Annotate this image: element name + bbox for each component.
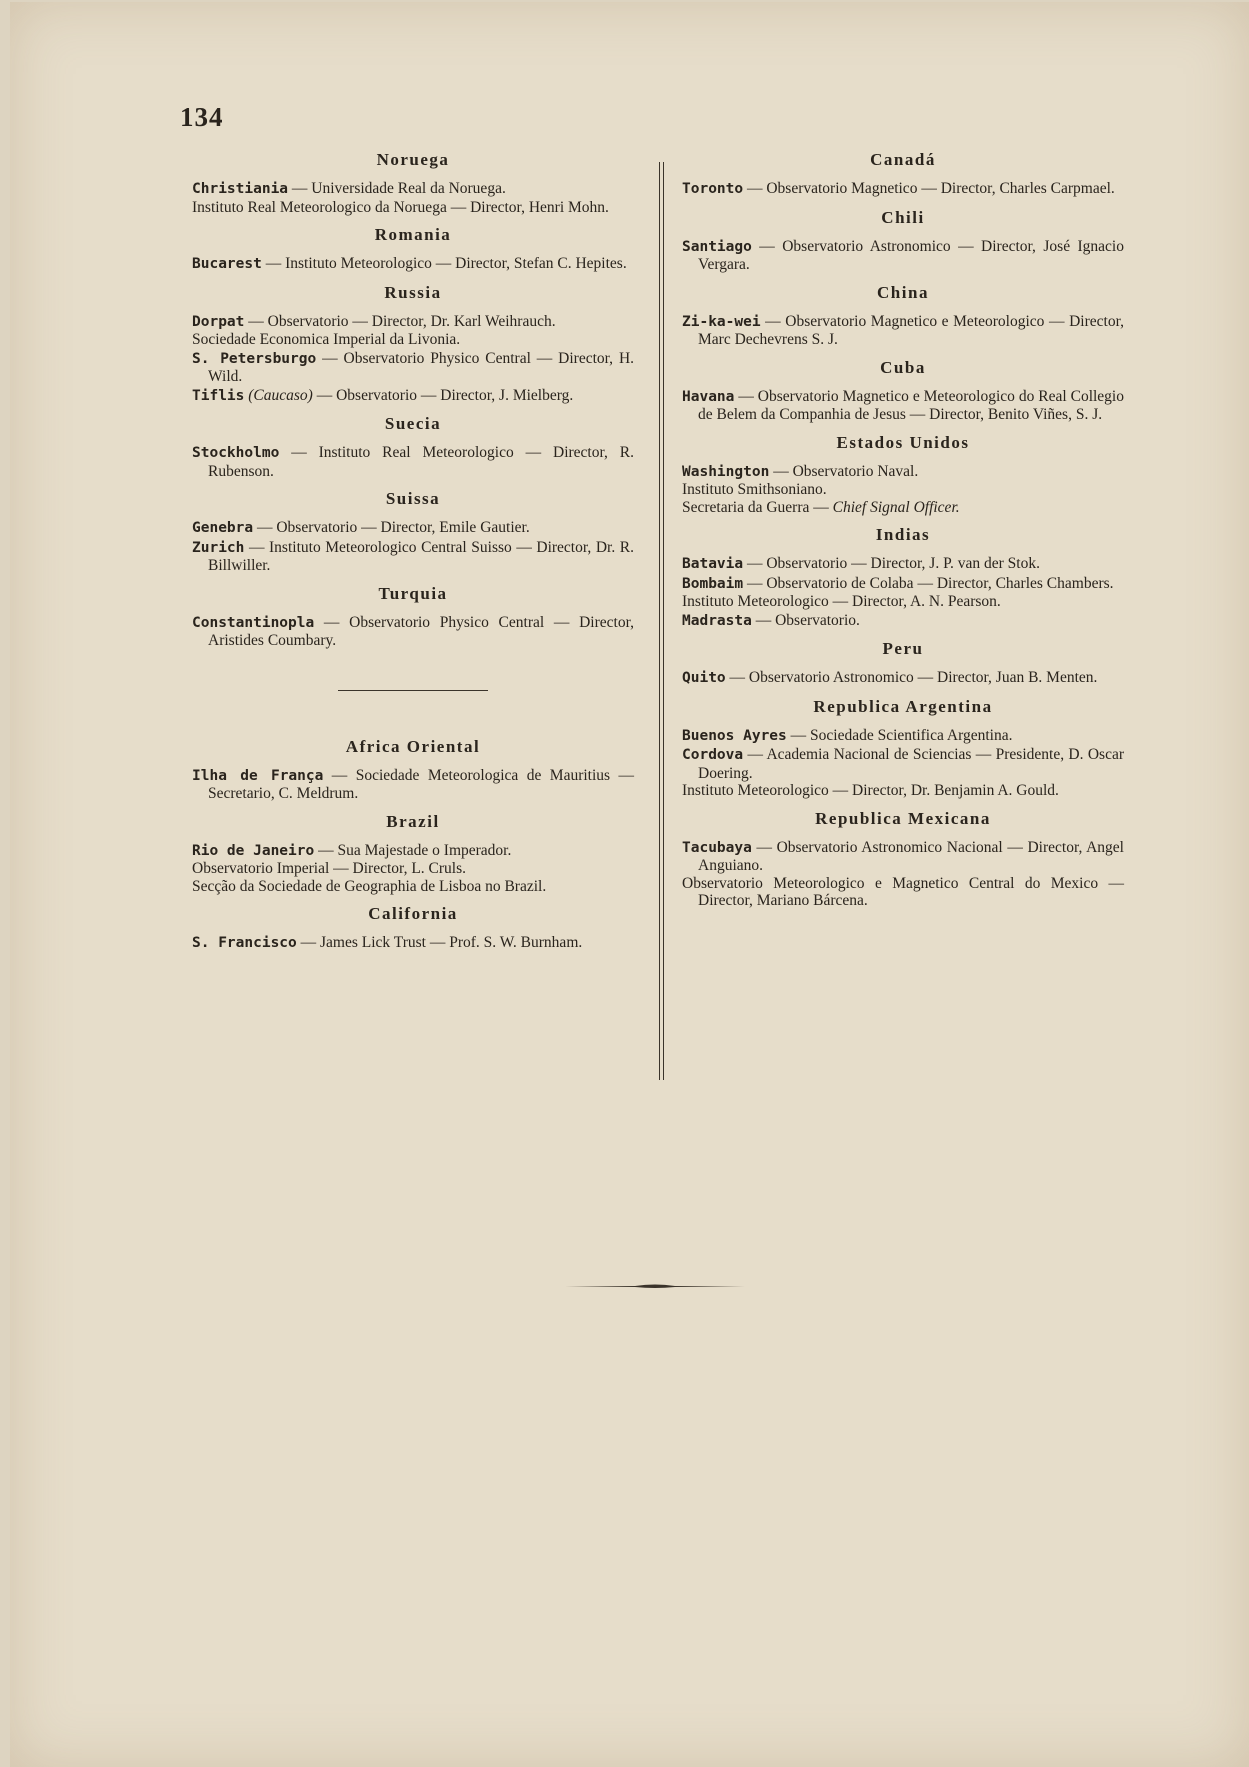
section-heading: Russia bbox=[384, 282, 442, 302]
entry-place: S. Francisco bbox=[192, 935, 297, 951]
entry bbox=[682, 839, 1124, 910]
entry-place: Buenos Ayres bbox=[682, 727, 787, 744]
section bbox=[192, 225, 634, 274]
entry-text: — Observatorio Physico Central — Director, Aristides Coumbary. bbox=[208, 613, 634, 649]
right-column bbox=[682, 150, 1124, 919]
entry bbox=[192, 255, 634, 274]
entry bbox=[192, 444, 634, 480]
entry-subline: Secção da Sociedade de Geographia de Lisboa no Brazil. bbox=[192, 877, 547, 895]
entry-place: Dorpat bbox=[192, 313, 245, 330]
column-divider bbox=[659, 162, 664, 1080]
entry-line bbox=[682, 612, 1124, 631]
entry-line bbox=[192, 767, 634, 803]
entry-line bbox=[682, 388, 1124, 424]
entry bbox=[682, 612, 1124, 631]
entry bbox=[682, 727, 1124, 746]
entry-subline bbox=[682, 499, 1124, 517]
entry-place: Bombaim bbox=[682, 575, 744, 592]
section bbox=[192, 489, 634, 575]
entry-place: Toronto bbox=[682, 181, 744, 197]
entry-text: — Observatorio. bbox=[751, 611, 860, 629]
left-column-bottom bbox=[192, 737, 634, 953]
section bbox=[682, 208, 1124, 274]
entry bbox=[682, 238, 1124, 274]
entry-place: Christiania bbox=[192, 181, 289, 197]
section bbox=[192, 283, 634, 406]
entry bbox=[682, 746, 1124, 800]
entry-text: — Observatorio — Director, Emile Gautier. bbox=[253, 519, 530, 536]
section-heading: China bbox=[877, 282, 929, 302]
entry bbox=[682, 555, 1124, 574]
section bbox=[682, 525, 1124, 630]
entry-line bbox=[192, 387, 634, 406]
entry-line bbox=[192, 313, 634, 332]
entry bbox=[682, 463, 1124, 517]
right-column-content bbox=[682, 150, 1124, 910]
entry-text: — James Lick Trust — Prof. S. W. Burnham. bbox=[296, 934, 583, 951]
entry bbox=[682, 575, 1124, 611]
entry-subline: Instituto Real Meteorologico da Noruega — Director, Henri Mohn. bbox=[192, 198, 609, 216]
entry-place: Genebra bbox=[192, 520, 254, 536]
entry-place: Quito bbox=[682, 670, 726, 686]
section bbox=[192, 812, 634, 896]
section-heading: Cuba bbox=[880, 357, 926, 377]
entry-place: Washington bbox=[682, 463, 770, 480]
entry-place: Santiago bbox=[682, 238, 752, 255]
section-heading: Indias bbox=[875, 525, 931, 544]
section-heading: Suecia bbox=[384, 414, 442, 433]
entry-text: — Observatorio Magnetico e Meteorologico do Real Collegio de Belem da Companhia de Jesus — Director, Benito Viñes, S. J. bbox=[698, 387, 1124, 423]
section bbox=[192, 904, 634, 953]
entry-line bbox=[682, 238, 1124, 274]
entry-line bbox=[192, 519, 634, 538]
entry-line bbox=[192, 255, 634, 274]
section bbox=[682, 283, 1124, 349]
section-heading: California bbox=[368, 904, 458, 923]
section-heading: Peru bbox=[882, 639, 924, 658]
entry bbox=[192, 767, 634, 803]
entry-line bbox=[192, 539, 634, 575]
entry-line bbox=[682, 180, 1124, 199]
entry-place: Cordova bbox=[682, 747, 744, 763]
section-heading: Suissa bbox=[385, 489, 441, 508]
section-heading: Africa Oriental bbox=[345, 736, 481, 756]
entry-text: — Observatorio — Director, J. Mielberg. bbox=[312, 386, 574, 404]
entry-place: Ilha de França bbox=[192, 767, 324, 784]
entry-line bbox=[192, 444, 634, 480]
entry-line bbox=[192, 842, 634, 861]
entry-text: — Universidade Real da Noruega. bbox=[288, 180, 506, 197]
entry-line bbox=[682, 746, 1124, 782]
entry-region: (Caucaso) bbox=[244, 386, 313, 404]
entry bbox=[192, 180, 634, 216]
entry-subline-prefix: Secretaria da Guerra — bbox=[682, 498, 833, 516]
entry bbox=[682, 313, 1124, 349]
entry-subline: Instituto Smithsoniano. bbox=[682, 481, 827, 498]
entry-text: — Sua Majestade o Imperador. bbox=[314, 841, 512, 859]
section-heading: Romania bbox=[374, 225, 452, 244]
entry-text: — Observatorio — Director, J. P. van der Stok. bbox=[743, 555, 1040, 572]
entry-subline: Instituto Meteorologico — Director, A. N. Pearson. bbox=[682, 593, 1001, 610]
section bbox=[682, 697, 1124, 800]
entry-line bbox=[682, 575, 1124, 594]
section bbox=[192, 150, 634, 216]
entry bbox=[192, 934, 634, 953]
entry bbox=[192, 350, 634, 386]
entry-subline: Observatorio Meteorologico e Magnetico Central do Mexico — Director, Mariano Bárcena. bbox=[682, 874, 1124, 909]
entry-place: Rio de Janeiro bbox=[192, 842, 315, 859]
entry-text: — Observatorio de Colaba — Director, Charles Chambers. bbox=[743, 574, 1114, 592]
section-heading: Republica Argentina bbox=[813, 696, 993, 716]
entry-line bbox=[682, 727, 1124, 746]
entry-text: — Observatorio Magnetico e Meteorologico — Director, Marc Dechevrens S. J. bbox=[698, 312, 1124, 348]
entry-place: Zi-ka-wei bbox=[682, 313, 761, 330]
section bbox=[682, 433, 1124, 517]
entry-place: S. Petersburgo bbox=[192, 350, 317, 367]
entry-place: Batavia bbox=[682, 556, 744, 572]
entry-place: Havana bbox=[682, 388, 735, 405]
section-heading: Canadá bbox=[870, 150, 936, 169]
entry bbox=[682, 388, 1124, 424]
entry-place: Madrasta bbox=[682, 612, 752, 629]
entry-text: — Observatorio — Director, Dr. Karl Weihrauch. bbox=[244, 312, 556, 330]
section bbox=[682, 639, 1124, 688]
entry-place: Tiflis bbox=[192, 387, 245, 404]
entry-text: — Academia Nacional de Sciencias — Presidente, D. Oscar Doering. bbox=[698, 746, 1124, 782]
entry-text: — Observatorio Physico Central — Director, H. Wild. bbox=[208, 349, 635, 385]
entry-text: — Instituto Real Meteorologico — Director, R. Rubenson. bbox=[208, 444, 634, 480]
entry-text: — Observatorio Astronomico — Director, Juan B. Menten. bbox=[725, 669, 1098, 686]
entry-text: — Observatorio Astronomico Nacional — Director, Angel Anguiano. bbox=[698, 838, 1124, 874]
entry-line bbox=[192, 180, 634, 199]
entry-place: Constantinopla bbox=[192, 614, 315, 631]
entry-subline: Observatorio Imperial — Director, L. Cruls. bbox=[192, 860, 466, 877]
section bbox=[192, 584, 634, 650]
entry-line bbox=[682, 839, 1124, 875]
section-heading: Estados Unidos bbox=[836, 432, 970, 452]
entry-text: — Instituto Meteorologico Central Suisso — Director, Dr. R. Billwiller. bbox=[208, 538, 634, 574]
entry bbox=[192, 519, 634, 538]
section bbox=[682, 809, 1124, 910]
entry-line bbox=[682, 555, 1124, 574]
entry bbox=[192, 539, 634, 575]
entry-place: Tacubaya bbox=[682, 839, 752, 856]
entry-subline: Instituto Meteorologico — Director, Dr. Benjamin A. Gould. bbox=[682, 782, 1059, 799]
section bbox=[192, 414, 634, 480]
entry-text: — Sociedade Meteorologica de Mauritius — Secretario, C. Meldrum. bbox=[208, 766, 635, 802]
entry-text: — Sociedade Scientifica Argentina. bbox=[786, 726, 1013, 744]
page-number: 134 bbox=[180, 102, 224, 132]
entry-line bbox=[192, 614, 634, 650]
entry bbox=[192, 387, 634, 406]
entry-text: — Observatorio Naval. bbox=[769, 462, 919, 480]
entry-place: Zurich bbox=[192, 539, 245, 556]
section-heading: Chili bbox=[881, 207, 925, 227]
entry-line bbox=[682, 463, 1124, 482]
section-heading: Brazil bbox=[386, 811, 440, 831]
left-column-top bbox=[192, 150, 634, 650]
section-heading: Republica Mexicana bbox=[815, 808, 991, 828]
section-heading: Noruega bbox=[376, 150, 450, 169]
entry-subline: Sociedade Economica Imperial da Livonia. bbox=[192, 331, 461, 348]
section-heading: Turquia bbox=[378, 583, 448, 603]
entry-place: Stockholmo bbox=[192, 445, 280, 461]
section bbox=[192, 737, 634, 803]
left-column bbox=[192, 150, 634, 962]
entry-line bbox=[192, 934, 634, 953]
entry bbox=[192, 842, 634, 896]
entry-line bbox=[682, 669, 1124, 688]
entry bbox=[192, 614, 634, 650]
section bbox=[682, 150, 1124, 199]
entry-text: — Observatorio Magnetico — Director, Charles Carpmael. bbox=[743, 180, 1115, 197]
entry-text: — Instituto Meteorologico — Director, Stefan C. Hepites. bbox=[261, 255, 627, 272]
document-page bbox=[10, 2, 1249, 1767]
entry-text: — Observatorio Astronomico — Director, José Ignacio Vergara. bbox=[698, 237, 1124, 273]
section-rule bbox=[338, 690, 488, 691]
entry-place: Bucarest bbox=[192, 256, 262, 272]
entry-line bbox=[192, 350, 634, 386]
section bbox=[682, 358, 1124, 424]
entry bbox=[192, 313, 634, 349]
entry bbox=[682, 180, 1124, 199]
entry bbox=[682, 669, 1124, 688]
entry-subline-italic: Chief Signal Officer. bbox=[832, 498, 960, 516]
entry-line bbox=[682, 313, 1124, 349]
ornament-rule bbox=[565, 1283, 745, 1289]
